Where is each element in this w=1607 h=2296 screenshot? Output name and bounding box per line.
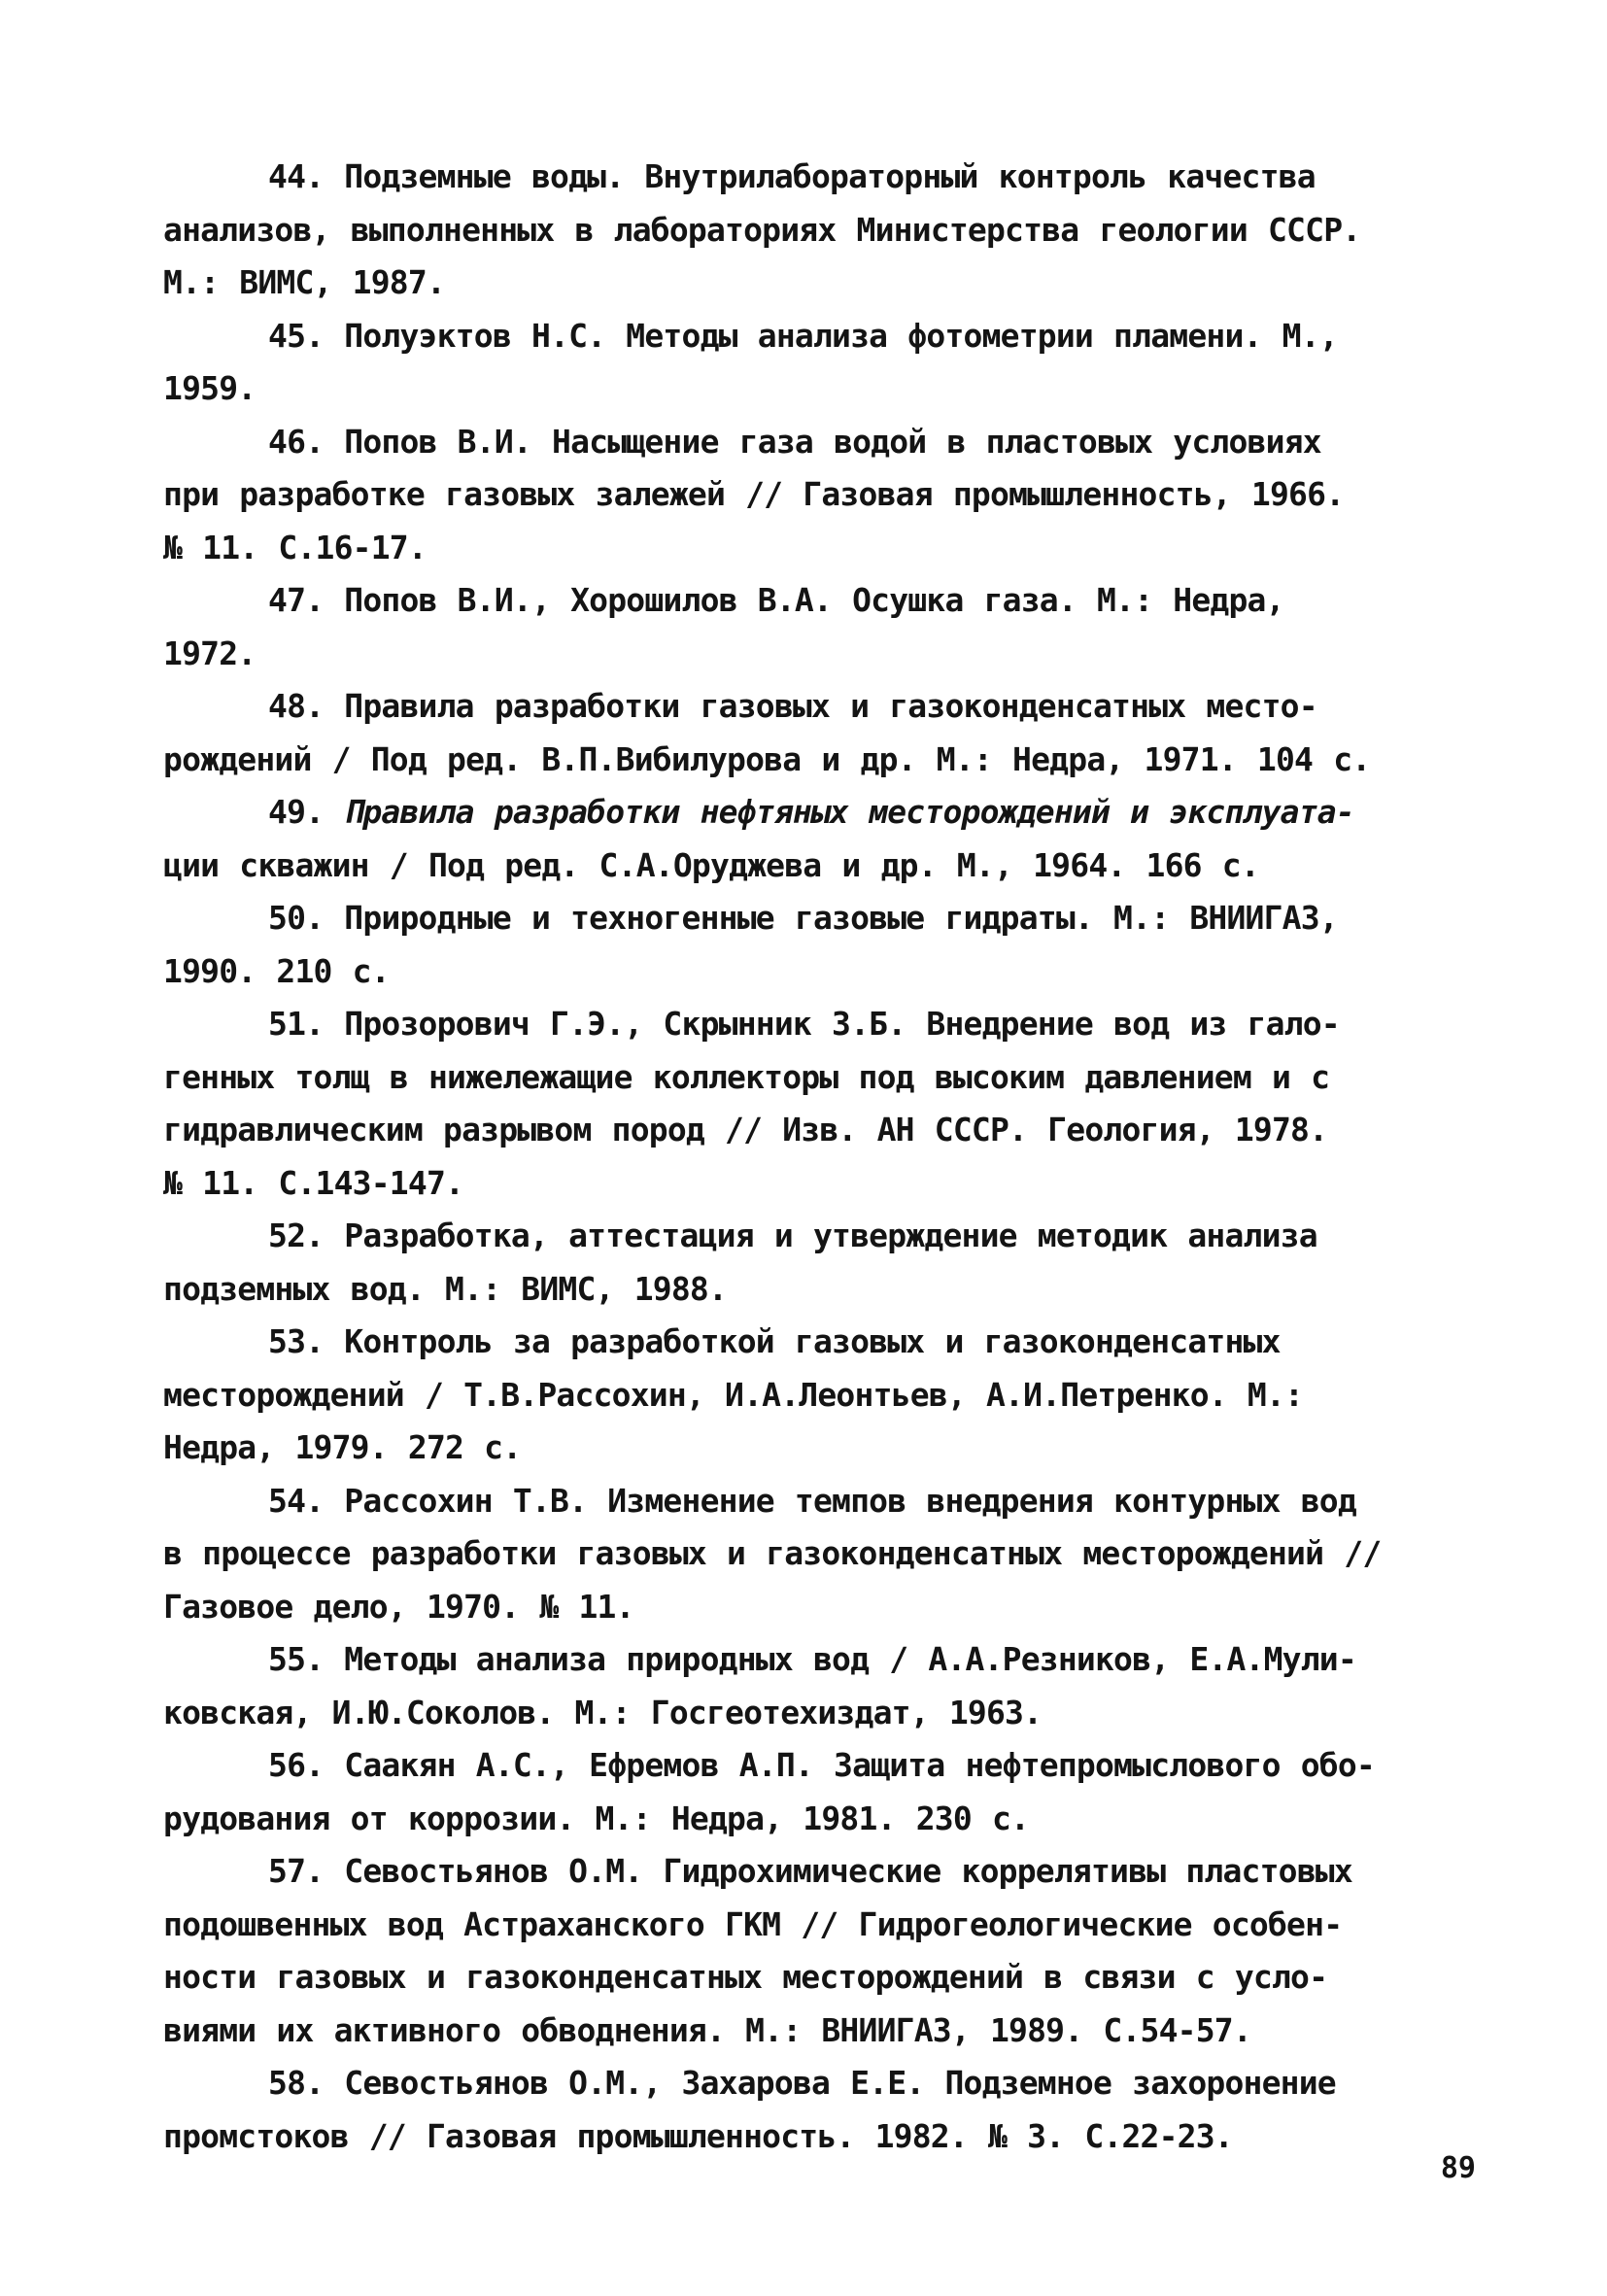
reference-entry	[163, 1845, 1475, 2057]
reference-first-line	[163, 1475, 1475, 1528]
reference-line: 1972.	[163, 634, 256, 672]
reference-number: 51.	[268, 1005, 325, 1043]
reference-first-line	[163, 680, 1475, 734]
reference-text: Контроль за разработкой газовых и газоконденсатных	[344, 1322, 1281, 1360]
reference-text: Попов В.И. Насыщение газа водой в пластовых условиях	[344, 422, 1321, 461]
reference-line: при разработке газовых залежей // Газовая промышленность, 1966.	[163, 475, 1345, 513]
reference-line: ковская, И.Ю.Соколов. М.: Госгеотехиздат, 1963.	[163, 1693, 1043, 1731]
reference-entry	[163, 680, 1475, 786]
reference-first-line	[163, 151, 1475, 204]
reference-first-line	[163, 1210, 1475, 1263]
reference-number: 54.	[268, 1481, 325, 1520]
reference-line: Газовое дело, 1970. № 11.	[163, 1587, 634, 1626]
reference-entry	[163, 1633, 1475, 1739]
reference-entry	[163, 151, 1475, 310]
reference-text: Севостьянов О.М., Захарова Е.Е. Подземное захоронение	[344, 2064, 1336, 2102]
reference-first-line	[163, 1739, 1475, 1793]
reference-line: в процессе разработки газовых и газоконденсатных месторождений //	[163, 1534, 1382, 1572]
reference-text: Попов В.И., Хорошилов В.А. Осушка газа. М.: Недра,	[344, 581, 1284, 619]
reference-text: Методы анализа природных вод / А.А.Резников, Е.А.Мули-	[344, 1640, 1356, 1678]
reference-line: Недра, 1979. 272 с.	[163, 1428, 522, 1466]
reference-number: 44.	[268, 157, 325, 195]
reference-number: 49.	[268, 793, 325, 831]
reference-first-line	[163, 574, 1475, 628]
reference-number: 48.	[268, 687, 325, 725]
reference-number: 47.	[268, 581, 325, 619]
reference-text: Полуэктов Н.С. Методы анализа фотометрии пламени. М.,	[344, 316, 1338, 355]
reference-number: 55.	[268, 1640, 325, 1678]
reference-number: 52.	[268, 1217, 325, 1254]
reference-line: М.: ВИМС, 1987.	[163, 263, 446, 301]
reference-number: 58.	[268, 2064, 325, 2102]
reference-line: генных толщ в нижележащие коллекторы под высоким давлением и с	[163, 1057, 1330, 1096]
reference-entry	[163, 1210, 1475, 1316]
reference-first-line	[163, 1633, 1475, 1687]
reference-entry	[163, 1739, 1475, 1845]
reference-text: Севостьянов О.М. Гидрохимические коррелятивы пластовых	[344, 1852, 1352, 1890]
reference-line: № 11. С.16-17.	[163, 528, 427, 566]
reference-text: Разработка, аттестация и утверждение методик анализа	[344, 1217, 1317, 1254]
reference-text: Подземные воды. Внутрилабораторный контроль качества	[344, 157, 1316, 195]
reference-line: рудования от коррозии. М.: Недра, 1981. 230 с.	[163, 1799, 1030, 1837]
reference-text: Прозорович Г.Э., Скрынник З.Б. Внедрение вод из гало-	[344, 1005, 1340, 1043]
reference-line: ности газовых и газоконденсатных месторождений в связи с усло-	[163, 1958, 1328, 1996]
reference-first-line	[163, 998, 1475, 1051]
reference-line: ции скважин / Под ред. С.А.Оруджева и др. М., 1964. 166 с.	[163, 845, 1259, 884]
reference-line: 1990. 210 с.	[163, 951, 390, 990]
reference-entry	[163, 310, 1475, 416]
reference-text: Правила разработки нефтяных месторождений и эксплуата-	[344, 793, 1354, 831]
reference-text: Рассохин Т.В. Изменение темпов внедрения контурных вод	[344, 1481, 1356, 1520]
reference-line: гидравлическим разрывом пород // Изв. АН СССР. Геология, 1978.	[163, 1111, 1328, 1148]
reference-entry	[163, 2057, 1475, 2163]
reference-text: Природные и техногенные газовые гидраты. М.: ВНИИГАЗ,	[344, 899, 1338, 937]
reference-number: 46.	[268, 422, 325, 461]
reference-entry	[163, 786, 1475, 892]
reference-entry	[163, 892, 1475, 998]
reference-first-line	[163, 2057, 1475, 2110]
reference-text: Саакян А.С., Ефремов А.П. Защита нефтепромыслового обо-	[344, 1746, 1376, 1784]
reference-line: промстоков // Газовая промышленность. 1982. № 3. С.22-23.	[163, 2116, 1233, 2155]
reference-text: Правила разработки газовых и газоконденсатных место-	[344, 687, 1317, 725]
reference-first-line	[163, 1316, 1475, 1369]
reference-entry	[163, 416, 1475, 575]
reference-entry	[163, 1316, 1475, 1475]
reference-line: рождений / Под ред. В.П.Вибилурова и др. М.: Недра, 1971. 104 с.	[163, 739, 1371, 778]
reference-number: 53.	[268, 1322, 325, 1360]
reference-first-line	[163, 416, 1475, 469]
reference-entry	[163, 574, 1475, 680]
reference-line: № 11. С.143-147.	[163, 1163, 464, 1202]
reference-number: 45.	[268, 316, 325, 355]
reference-first-line	[163, 310, 1475, 363]
reference-number: 56.	[268, 1746, 325, 1784]
reference-first-line	[163, 786, 1475, 840]
reference-first-line	[163, 1845, 1475, 1899]
reference-line: подземных вод. М.: ВИМС, 1988.	[163, 1269, 728, 1308]
reference-line: месторождений / Т.В.Рассохин, И.А.Леонтьев, А.И.Петренко. М.:	[163, 1375, 1304, 1414]
page-number: 89	[1440, 2151, 1476, 2185]
reference-list	[163, 151, 1475, 2163]
reference-number: 57.	[268, 1852, 325, 1890]
reference-entry	[163, 1475, 1475, 1634]
reference-first-line	[163, 892, 1475, 945]
reference-line: 1959.	[163, 369, 256, 407]
reference-entry	[163, 998, 1475, 1210]
reference-line: подошвенных вод Астраханского ГКМ // Гидрогеологические особен-	[163, 1904, 1343, 1943]
reference-line: виями их активного обводнения. М.: ВНИИГАЗ, 1989. С.54-57.	[163, 2010, 1251, 2049]
reference-line: анализов, выполненных в лабораториях Министерства геологии СССР.	[163, 210, 1361, 249]
reference-number: 50.	[268, 899, 325, 937]
